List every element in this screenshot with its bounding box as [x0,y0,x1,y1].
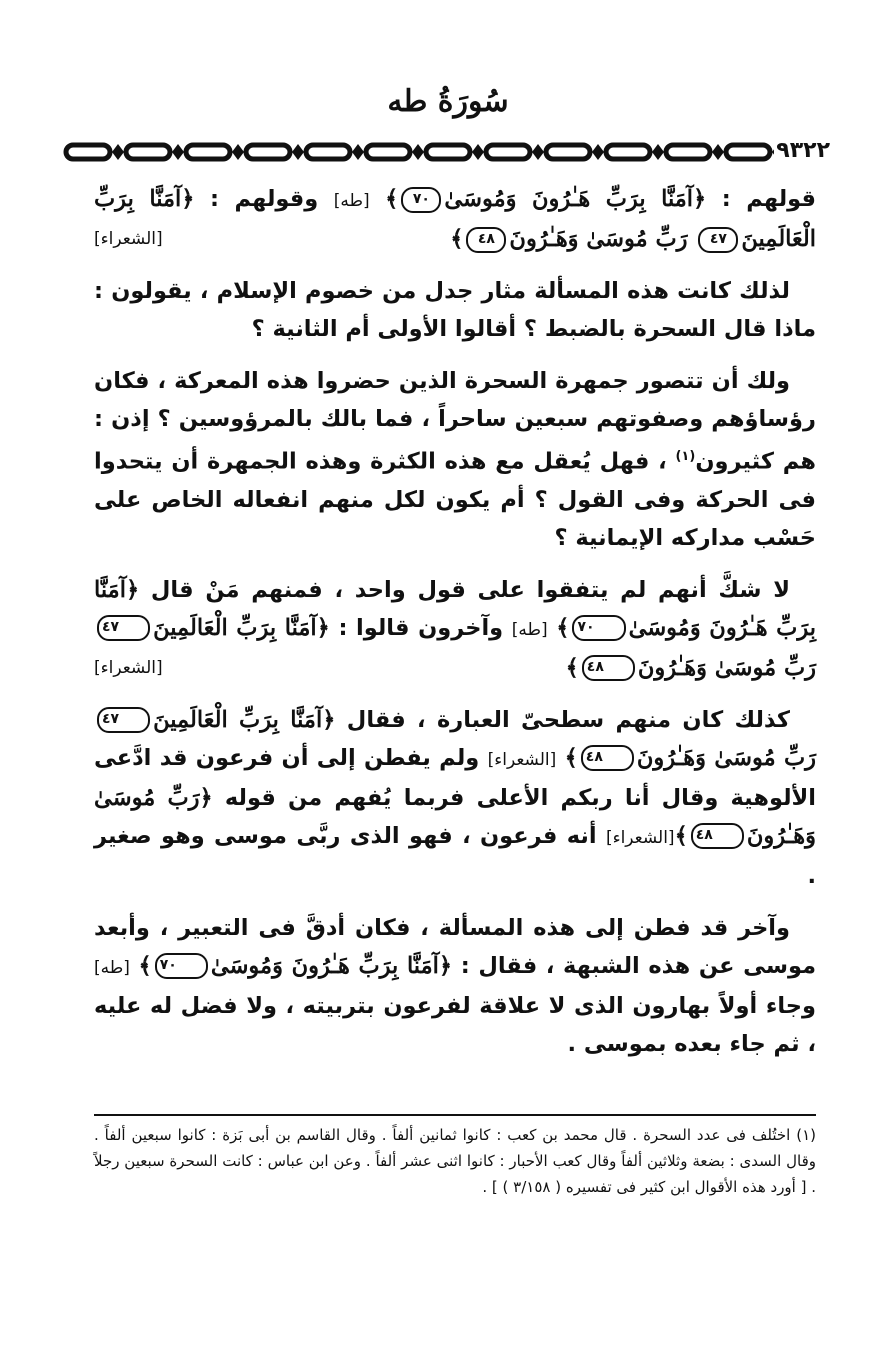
footnote-reference: (١) [675,449,696,464]
verse-number: ٧٠ [401,187,441,213]
main-text [94,180,816,1077]
text-span: أنه فرعون ، فهو الذى ربَّى موسى وهو صغير . [94,822,816,889]
quran-bracket: ﴾ [556,614,570,641]
surah-reference: [الشعراء] [487,749,557,770]
text-span: ولم يفطن إلى أن فرعون قد ادَّعى الألوهية وقال أنا ربكم الأعلى فربما يُفهم من قوله [94,744,816,811]
quran-bracket: ﴾ [385,186,399,212]
text-span: لا شكَّ أنهم لم يتفقوا على قول واحد ، فمنهم مَنْ قال [150,576,790,603]
surah-reference: [الشعراء] [94,229,163,249]
text-span: وقولهم : [209,186,319,212]
quran-bracket: ﴾ [564,744,578,771]
text-span: وجاء أولاً بهارون الذى لا علاقة لفرعون بتربيته ، ولا فضل له عليه ، ثم جاء بعده بموسى . [94,992,816,1057]
verse-number: ٤٧ [97,707,150,733]
surah-reference: [الشعراء] [94,657,163,678]
text-span: قولهم : [721,186,817,212]
paragraph-2: لذلك كانت هذه المسألة مثار جدل من خصوم الإسلام ، يقولون : ماذا قال السحرة بالضبط ؟ أقالوا الأولى أم الثانية ؟ [94,278,816,342]
verse-number: ٤٨ [582,655,635,681]
footnote-divider [94,1114,816,1116]
surah-reference: [طه] [94,957,130,978]
verse-number: ٧٠ [572,615,625,641]
text-span: كذلك كان منهم سطحىّ العبارة ، فقال [346,706,791,733]
quran-quote: رَبِّ مُوسَىٰ وَهَـٰرُونَ [637,654,816,681]
verse-number: ٤٨ [691,823,744,849]
surah-title: سُورَةُ طه [387,84,509,119]
quran-bracket: ﴾ [138,952,152,979]
ornamental-header-border [62,138,832,166]
footnote-text: (١) اختُلف فى عدد السحرة . قال محمد بن كعب : كانوا ثمانين ألفاً . وقال القاسم بن أبى بَزة : كانوا سبعين ألفاً . وقال السدى : بضعة وثلاثين ألفاً وقال كعب الأحبار : كانوا اثنى عشر ألفاً . وعن ابن عباس : كانت السحرة سبعين رجلاً . [ أورد هذه الأقوال ابن كثير فى تفسيره ( ٣/١٥٨ ) ] . [94,1126,816,1196]
quran-quote: ﴿آمَنَّا بِرَبِّ هَـٰرُونَ وَمُوسَىٰ [210,952,453,979]
paragraph-3 [94,362,816,557]
text-span: ، فهل يُعقل مع هذه الكثرة وهذه الجمهرة أن يتحدوا فى الحركة وفى القول ؟ أم يكون لكل منهم انفعاله الخاص على حَسْب مداركه الإيمانية ؟ [94,448,816,551]
quran-quote: ﴿آمَنَّا بِرَبِّ الْعَالَمِينَ [153,614,330,641]
text-span: وآخر قد فطن إلى هذه المسألة ، فكان أدقَّ فى التعبير ، وأبعد موسى عن هذه الشبهة ، فقال : [94,914,816,979]
quran-bracket: ﴾ [450,226,464,252]
paragraph-6 [94,909,816,1063]
verse-number: ٤٧ [97,615,150,641]
paragraph-1 [94,180,816,258]
verse-number: ٧٠ [155,953,208,979]
footnote [94,1122,816,1200]
verse-number: ٤٨ [466,227,506,253]
quran-quote: ﴿آمَنَّا بِرَبِّ هَـٰرُونَ وَمُوسَىٰ [444,186,707,212]
quran-quote: ﴿رَبِّ مُوسَىٰ وَهَـٰرُونَ [94,784,816,849]
verse-number: ٤٨ [581,745,634,771]
verse-number: ٤٧ [698,227,738,253]
quran-quote: ﴿آمَنَّا بِرَبِّ هَـٰرُونَ وَمُوسَىٰ [94,576,816,641]
quran-quote: رَبِّ مُوسَىٰ وَهَـٰرُونَ [636,744,816,771]
quran-quote: رَبِّ مُوسَىٰ وَهَـٰرُونَ [509,226,688,252]
quran-quote: ﴿آمَنَّا بِرَبِّ الْعَالَمِينَ [94,186,816,252]
paragraph-5 [94,701,816,895]
text-span: ولك أن تتصور جمهرة السحرة الذين حضروا هذه المعركة ، فكان رؤساؤهم وصفوتهم سبعين ساحراً ، فما بالك بالمرؤوسين ؟ إذن : هم كثيرون [94,368,816,475]
quran-bracket: ﴾ [674,822,688,849]
surah-reference: [الشعراء] [605,827,675,848]
page-number: ٩٣٢٢ [774,137,834,165]
surah-reference: [طه] [511,619,548,640]
text-span: وآخرون قالوا : [338,614,504,641]
surah-reference: [طه] [333,191,370,211]
quran-quote: ﴿آمَنَّا بِرَبِّ الْعَالَمِينَ [153,706,336,733]
quran-bracket: ﴾ [565,654,579,681]
paragraph-4 [94,571,816,687]
